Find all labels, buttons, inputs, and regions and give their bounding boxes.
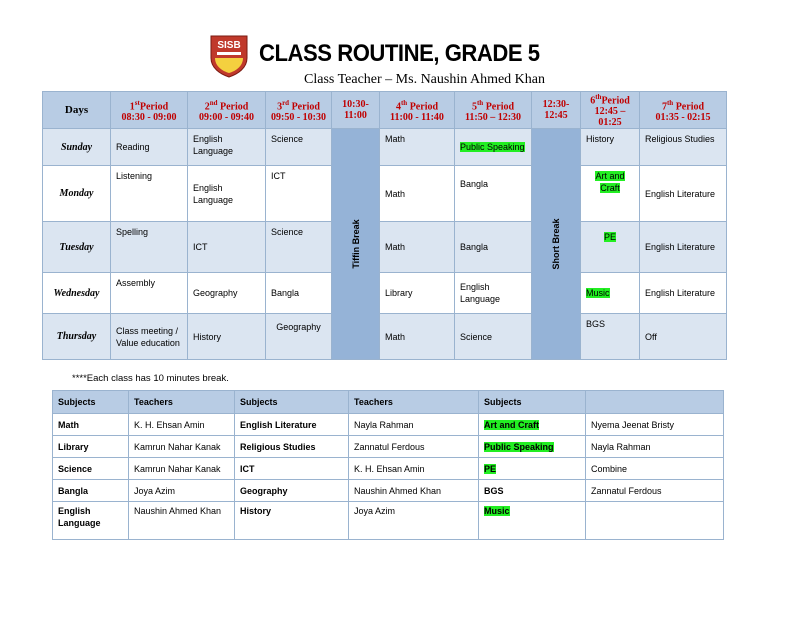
teachers-table [52, 390, 724, 540]
teacher-cell: Naushin Ahmed Khan [129, 502, 235, 540]
class-cell: English Language [188, 166, 266, 222]
teacher-cell: Kamrun Nahar Kanak [129, 458, 235, 480]
day-label: Thursday [43, 314, 111, 360]
class-cell: Bangla [455, 222, 532, 273]
day-label: Wednesday [43, 273, 111, 314]
class-cell: ICT [188, 222, 266, 273]
class-cell: Math [380, 166, 455, 222]
days-header: Days [43, 92, 111, 129]
teachers-header-row [53, 391, 724, 414]
highlighted-subject: PE [484, 463, 497, 474]
break-note: ****Each class has 10 minutes break. [72, 373, 229, 384]
class-cell: Math [380, 129, 455, 166]
column-header: Teachers [349, 391, 479, 414]
class-cell: Assembly [111, 273, 188, 314]
column-header [586, 391, 724, 414]
subject-cell [479, 414, 586, 436]
tiffin-break-column [332, 129, 380, 360]
highlighted-subject: Art and Craft [484, 419, 540, 430]
class-cell [581, 273, 640, 314]
subject-cell: English Literature [235, 414, 349, 436]
class-cell [455, 129, 532, 166]
teacher-cell [586, 502, 724, 540]
class-cell: Math [380, 222, 455, 273]
class-cell: Geography [266, 314, 332, 360]
class-cell: History [581, 129, 640, 166]
routine-table [42, 91, 727, 360]
teacher-cell: Joya Azim [129, 480, 235, 502]
highlighted-subject: Public Speaking [484, 441, 554, 452]
column-header: Subjects [53, 391, 129, 414]
period-header-2: 2nd Period 09:00 - 09:40 [188, 92, 266, 129]
routine-row-thursday [43, 314, 727, 360]
teacher-cell: Combine [586, 458, 724, 480]
highlighted-subject: Public Speaking [460, 142, 525, 153]
tiffin-break-header: 10:30- 11:00 [332, 92, 380, 129]
highlighted-subject: PE [603, 232, 616, 243]
teacher-cell: K. H. Ehsan Amin [129, 414, 235, 436]
subject-cell: Library [53, 436, 129, 458]
class-cell: Bangla [266, 273, 332, 314]
class-cell: Spelling [111, 222, 188, 273]
class-cell: Geography [188, 273, 266, 314]
subject-cell: BGS [479, 480, 586, 502]
teacher-cell: Nyema Jeenat Bristy [586, 414, 724, 436]
period-header-1: 1stPeriod 08:30 - 09:00 [111, 92, 188, 129]
logo-text: SISB [217, 40, 241, 51]
class-cell: Class meeting / Value education [111, 314, 188, 360]
table-row [53, 502, 724, 540]
class-cell: Science [455, 314, 532, 360]
table-row [53, 436, 724, 458]
teacher-cell: K. H. Ehsan Amin [349, 458, 479, 480]
routine-row-sunday [43, 129, 727, 166]
class-cell: Religious Studies [640, 129, 727, 166]
class-cell [581, 222, 640, 273]
highlighted-subject: Art and Craft [595, 171, 625, 194]
teacher-cell: Kamrun Nahar Kanak [129, 436, 235, 458]
table-row [53, 414, 724, 436]
subject-cell: History [235, 502, 349, 540]
teacher-cell: Naushin Ahmed Khan [349, 480, 479, 502]
routine-row-tuesday [43, 222, 727, 273]
class-teacher: Class Teacher – Ms. Naushin Ahmed Khan [304, 72, 546, 87]
class-cell: Science [266, 129, 332, 166]
short-break-column [532, 129, 581, 360]
period-header-3: 3rd Period 09:50 - 10:30 [266, 92, 332, 129]
page-title: CLASS ROUTINE, GRADE 5 [259, 40, 540, 67]
subject-cell: Religious Studies [235, 436, 349, 458]
short-break-header: 12:30- 12:45 [532, 92, 581, 129]
column-header: Subjects [479, 391, 586, 414]
subject-cell: Geography [235, 480, 349, 502]
class-cell: ICT [266, 166, 332, 222]
subject-cell: English Language [53, 502, 129, 540]
class-cell: English Literature [640, 273, 727, 314]
day-label: Monday [43, 166, 111, 222]
class-cell: English Literature [640, 222, 727, 273]
day-label: Sunday [43, 129, 111, 166]
subject-cell [479, 502, 586, 540]
routine-header-row [43, 92, 727, 129]
class-cell: Math [380, 314, 455, 360]
class-cell: English Language [188, 129, 266, 166]
period-header-6: 6thPeriod 12:45 – 01:25 [581, 92, 640, 129]
teacher-cell: Joya Azim [349, 502, 479, 540]
routine-row-wednesday [43, 273, 727, 314]
period-header-5: 5th Period 11:50 – 12:30 [455, 92, 532, 129]
class-cell: Science [266, 222, 332, 273]
highlighted-subject: Music [586, 288, 610, 299]
class-cell: Listening [111, 166, 188, 222]
tiffin-break-label: Tiffin Break [350, 219, 361, 270]
class-cell [581, 166, 640, 222]
subject-cell: Bangla [53, 480, 129, 502]
highlighted-subject: Music [484, 506, 510, 516]
class-cell: Reading [111, 129, 188, 166]
teacher-cell: Zannatul Ferdous [349, 436, 479, 458]
class-cell: History [188, 314, 266, 360]
subject-cell: ICT [235, 458, 349, 480]
teacher-cell: Zannatul Ferdous [586, 480, 724, 502]
column-header: Teachers [129, 391, 235, 414]
table-row [53, 458, 724, 480]
routine-row-monday [43, 166, 727, 222]
school-logo [205, 34, 253, 78]
subject-cell [479, 458, 586, 480]
subject-cell: Science [53, 458, 129, 480]
period-header-4: 4th Period 11:00 - 11:40 [380, 92, 455, 129]
short-break-label: Short Break [551, 218, 561, 270]
class-cell: BGS [581, 314, 640, 360]
column-header: Subjects [235, 391, 349, 414]
class-cell: Library [380, 273, 455, 314]
class-cell: Off [640, 314, 727, 360]
teacher-cell: Nayla Rahman [586, 436, 724, 458]
class-cell: English Language [455, 273, 532, 314]
class-cell: English Literature [640, 166, 727, 222]
period-header-7: 7th Period 01:35 - 02:15 [640, 92, 727, 129]
table-row [53, 480, 724, 502]
subject-cell: Math [53, 414, 129, 436]
subject-cell [479, 436, 586, 458]
teacher-cell: Nayla Rahman [349, 414, 479, 436]
day-label: Tuesday [43, 222, 111, 273]
class-cell: Bangla [455, 166, 532, 222]
